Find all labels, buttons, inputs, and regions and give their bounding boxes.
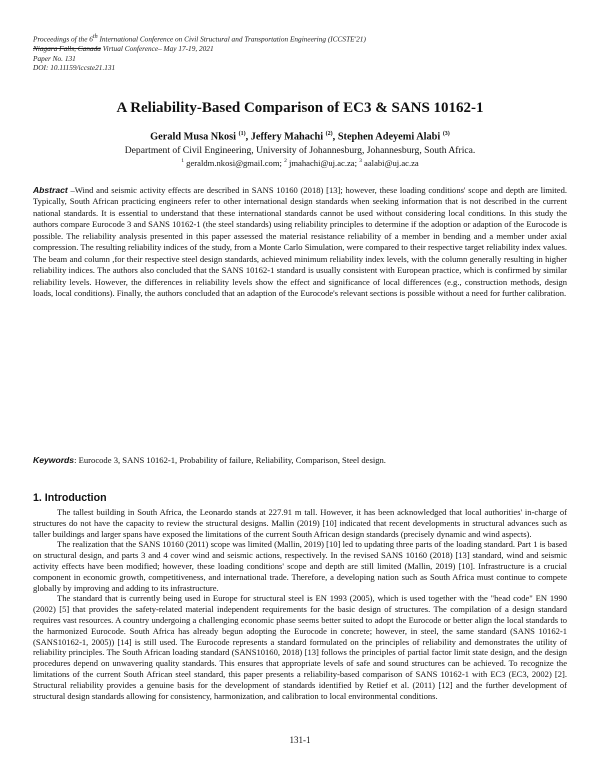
author-name: Gerald Musa Nkosi: [150, 131, 236, 143]
abstract-text: –Wind and seismic activity effects are described in SANS 10160 (2018) [13]; however, these loading conditions' scope and depth are limited. Typically, South African practicing engineers refer to other international design standards when seeking information that is not described in the current national standards. It is essential to understand that these international standards cannot be used without considering local conditions. In this study the authors compare Eurocode 3 and SANS 10162-1 (the steel standards) using reliability principles to determine if the adoption or adaption of the Eurocode is possible. The reliability analysis presented in this paper assessed the material resistance reliability of a member in bending and a member under axial compression. The resulting reliability indices of the study, from a Monte Carlo Simulation, were compared to their respective target reliability index values. The beam and column ,for their respective steel design standards, achieved minimum reliability index levels, with the column generally resulting in higher reliability indices. The authors also concluded that the SANS 10162-1 standard is usually consistent with European practice, which is confirmed by similar reliability levels. However, the differences in reliability levels show the effect and significance of local differences (e.g., construction methods, design loads, local conditions). Finally, the authors concluded that an adaption of the Eurocode's relevant sections is possible without a need for further calibration.: [33, 185, 567, 299]
email-link[interactable]: jmahachi@uj.ac.za;: [286, 158, 360, 168]
author-emails: $^1$ geraldm.nkosi@gmail.com; $^2$ jmahachi@uj.ac.za; $^3$ aalabi@uj.ac.za: [181, 158, 419, 168]
email-link[interactable]: geraldm.nkosi@gmail.com;: [184, 158, 285, 168]
introduction-body: [33, 507, 567, 701]
section-heading: 1. Introduction: [33, 492, 107, 504]
header-line-2: Niagara Falls, Canada Virtual Conference– May 17-19, 2021: [33, 44, 214, 54]
author-name: Jeffery Mahachi: [250, 131, 324, 143]
paragraph: The realization that the SANS 10160 (2011) scope was limited (Mallin, 2019) [10] led to updating three parts of the loading standard. Part 1 is based on structural design, and parts 3 and 4 cover wind and seismic actions, respectively. In the revised SANS 10160 (2018) [13] standard, wind and seismic activity effects have been modified; however, these loading conditions' scope and depth are still limited (Mallin, 2019) [10]. Infrastructure is a crucial component in economic growth, competitiveness, and international trade. Therefore, a developing nation such as South Africa must continue to compete globally by improving and adding to its infrastructure.: [33, 539, 567, 593]
keywords-text: : Eurocode 3, SANS 10162-1, Probability of failure, Reliability, Comparison, Steel design.: [74, 455, 386, 465]
keywords: [33, 455, 567, 465]
affiliation: Department of Civil Engineering, University of Johannesburg, Johannesburg, South Africa.: [124, 145, 476, 156]
abstract-label: Abstract: [33, 185, 68, 195]
header-doi: DOI: 10.11159/iccste21.131: [33, 63, 116, 73]
abstract: [33, 185, 567, 300]
page-number: 131-1: [289, 735, 311, 745]
paragraph: The tallest building in South Africa, the Leonardo stands at 227.91 m tall. However, it has been acknowledged that local authorities' in-charge of structures do not have the capacity to review the structural designs. Mallin (2019) [10] indicated that recent developments in structural advances such as taller buildings and larger spans have exposed the limitations of the current South African design standards (precisely dynamic and wind aspects).: [33, 507, 567, 539]
author-name: Stephen Adeyemi Alabi: [337, 131, 441, 143]
paragraph: The standard that is currently being used in Europe for structural steel is EN 1993 (2005), which is used together with the "head code" EN 1990 (2002) [5] that provides the safety-related material independent requirements for the basic design of structures. The compilation of a design standard requires vast resources. A country undergoing a challenging economic phase seems better suited to adopt the Eurocode or better align the local standards to the harmonized Eurocode. South Africa has already begun adopting the Eurocode in concrete; however, in steel, the same standard (SANS 10162-1 (SANS10162-1, 2005)) [14] is still used. The Eurocode represents a standard formulated on the principles of reliability and demonstrates the utility of reliability principles. The South African loading standard (SANS10160, 2018) [13] follows the principles of partial factor limit state design, and the design procedures depend on unwavering quality standards. This ensures that appropriate levels of safe and sound structures can be achieved. To recognize the limitations of the current South African steel standard, this paper presents a reliability-based comparison of SANS 10162-1 with EC3 (EC3, 2002) [2]. Structural reliability provides a genuine basis for the development of standards identified by Retief et al. (2011) [12] and the further development of structural design standards allowing for consistency, harmonization, and calibration to local environmental conditions.: [33, 593, 567, 701]
keywords-label: Keywords: [33, 455, 75, 465]
paper-title: A Reliability-Based Comparison of EC3 & SANS 10162-1: [116, 100, 484, 116]
proceedings-header: [33, 33, 366, 73]
header-paper-number: Paper No. 131: [33, 53, 76, 63]
author-list: Gerald Musa Nkosi $^{(1)}$, Jeffery Mahachi $^{(2)}$, Stephen Adeyemi Alabi $^{(3)}$: [150, 131, 450, 143]
email-link[interactable]: aalabi@uj.ac.za: [361, 158, 419, 168]
header-line-1: Proceedings of the 6th International Conference on Civil Structural and Transportation Engineering (ICCSTE'21): [33, 34, 366, 44]
